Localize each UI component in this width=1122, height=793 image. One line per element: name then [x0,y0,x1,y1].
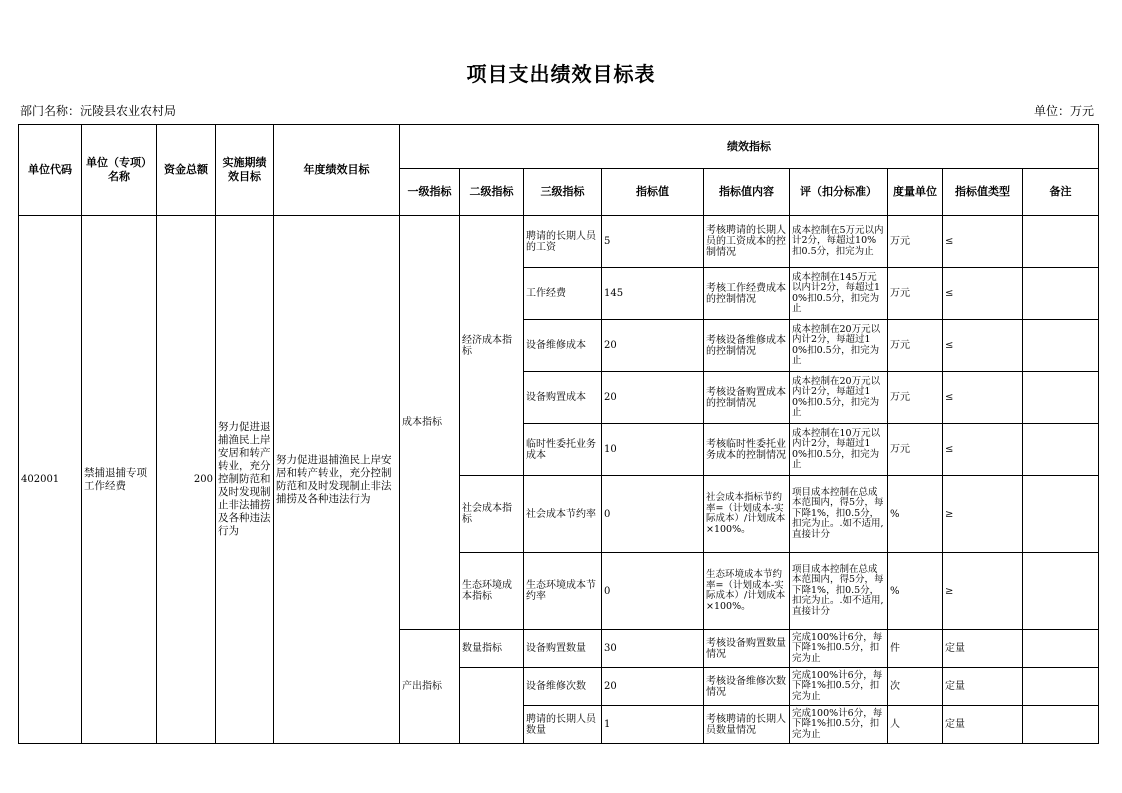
row-l3: 设备维修次数 [524,668,602,706]
row-l3: 聘请的长期人员数量 [524,706,602,744]
row-type: ≥ [943,476,1023,553]
header-period-goal: 实施期绩效目标 [216,125,274,216]
row-note [1023,668,1099,706]
row-criteria: 成本控制在5万元以内计2分，每超过10%扣0.5分，扣完为止 [790,216,888,268]
header-unit-name: 单位（专项）名称 [82,125,157,216]
row-l3: 工作经费 [524,268,602,320]
row-l3: 聘请的长期人员的工资 [524,216,602,268]
row-note [1023,268,1099,320]
row-criteria: 完成100%计6分，每下降1%扣0.5分，扣完为止 [790,630,888,668]
row-unit: 万元 [888,424,943,476]
row-l3: 设备维修成本 [524,320,602,372]
row-value: 1 [602,706,704,744]
row-content: 考核聘请的长期人员数量情况 [704,706,790,744]
row-note [1023,372,1099,424]
row-note [1023,424,1099,476]
row-value: 0 [602,476,704,553]
row-type: ≤ [943,320,1023,372]
row-l3: 设备购置数量 [524,630,602,668]
group-social: 社会成本指标 [460,476,524,553]
row-criteria: 完成100%计6分，每下降1%扣0.5分，扣完为止 [790,706,888,744]
row-value: 5 [602,216,704,268]
row-note [1023,320,1099,372]
group-output: 产出指标 [400,630,460,744]
row-type: ≤ [943,216,1023,268]
group-quantity: 数量指标 [460,630,524,668]
group-eco-env: 生态环境成本指标 [460,553,524,630]
header-target-value: 指标值 [602,169,704,216]
row-content: 考核临时性委托业务成本的控制情况 [704,424,790,476]
row-note [1023,476,1099,553]
row-criteria: 完成100%计6分，每下降1%扣0.5分，扣完为止 [790,668,888,706]
group-economic: 经济成本指标 [460,216,524,476]
row-content: 考核设备购置数量情况 [704,630,790,668]
row-content: 考核设备维修次数情况 [704,668,790,706]
project-annual-goal: 努力促进退捕渔民上岸安居和转产转业，充分控制防范和及时发现制止非法捕捞及各种违法行为 [274,216,400,744]
performance-target-table [18,124,1099,744]
page-title: 项目支出绩效目标表 [466,62,656,86]
currency-unit-label: 单位：万元 [1033,104,1094,118]
row-criteria: 成本控制在20万元以内计2分，每超过10%扣0.5分，扣完为止 [790,320,888,372]
header-annual-goal: 年度绩效目标 [274,125,400,216]
row-value: 20 [602,372,704,424]
row-unit: 万元 [888,320,943,372]
row-note [1023,553,1099,630]
row-type: ≥ [943,553,1023,630]
header-total-funds: 资金总额 [157,125,216,216]
project-name: 禁捕退捕专项工作经费 [82,216,157,744]
row-type: 定量 [943,706,1023,744]
row-unit: % [888,476,943,553]
row-unit: 人 [888,706,943,744]
row-criteria: 成本控制在20万元以内计2分，每超过10%扣0.5分，扣完为止 [790,372,888,424]
project-code: 402001 [19,216,82,744]
table-row [19,216,1099,268]
row-unit: 次 [888,668,943,706]
row-content: 生态环境成本节约率=（计划成本-实际成本）/计划成本×100%。 [704,553,790,630]
row-value: 20 [602,320,704,372]
row-type: 定量 [943,630,1023,668]
row-l3: 社会成本节约率 [524,476,602,553]
group-quantity-cont [460,668,524,744]
row-content: 考核设备购置成本的控制情况 [704,372,790,424]
row-unit: 万元 [888,372,943,424]
header-value-type: 指标值类型 [943,169,1023,216]
row-l3: 临时性委托业务成本 [524,424,602,476]
row-value: 145 [602,268,704,320]
header-level2: 二级指标 [460,169,524,216]
header-value-content: 指标值内容 [704,169,790,216]
row-value: 20 [602,668,704,706]
row-content: 考核设备维修成本的控制情况 [704,320,790,372]
header-unit-code: 单位代码 [19,125,82,216]
row-note [1023,706,1099,744]
project-total: 200 [157,216,216,744]
department-label: 部门名称：沅陵县农业农村局 [20,104,177,118]
row-content: 社会成本指标节约率=（计划成本-实际成本）/计划成本×100%。 [704,476,790,553]
row-type: ≤ [943,268,1023,320]
row-type: 定量 [943,668,1023,706]
row-value: 30 [602,630,704,668]
row-unit: 件 [888,630,943,668]
row-value: 10 [602,424,704,476]
group-cost: 成本指标 [400,216,460,630]
row-criteria: 项目成本控制在总成本范围内，得5分，每下降1%，扣0.5分，扣完为止。.如不适用,直接计分 [790,476,888,553]
row-criteria: 成本控制在10万元以内计2分，每超过10%扣0.5分，扣完为止 [790,424,888,476]
header-row-top [19,125,1099,169]
row-unit: % [888,553,943,630]
header-perf-indicators: 绩效指标 [400,125,1099,169]
row-criteria: 成本控制在145万元以内计2分，每超过10%扣0.5分，扣完为止 [790,268,888,320]
row-criteria: 项目成本控制在总成本范围内，得5分，每下降1%，扣0.5分，扣完为止。.如不适用,直接计分 [790,553,888,630]
header-level3: 三级指标 [524,169,602,216]
row-note [1023,216,1099,268]
row-value: 0 [602,553,704,630]
header-remarks: 备注 [1023,169,1099,216]
row-unit: 万元 [888,216,943,268]
row-l3: 设备购置成本 [524,372,602,424]
row-note [1023,630,1099,668]
row-type: ≤ [943,424,1023,476]
project-period-goal: 努力促进退捕渔民上岸安居和转产转业，充分控制防范和及时发现制止非法捕捞及各种违法行为 [216,216,274,744]
row-type: ≤ [943,372,1023,424]
row-l3: 生态环境成本节约率 [524,553,602,630]
row-unit: 万元 [888,268,943,320]
row-content: 考核工作经费成本的控制情况 [704,268,790,320]
header-scoring: 评（扣分标准） [790,169,888,216]
row-content: 考核聘请的长期人员的工资成本的控制情况 [704,216,790,268]
header-measure-unit: 度量单位 [888,169,943,216]
header-level1: 一级指标 [400,169,460,216]
